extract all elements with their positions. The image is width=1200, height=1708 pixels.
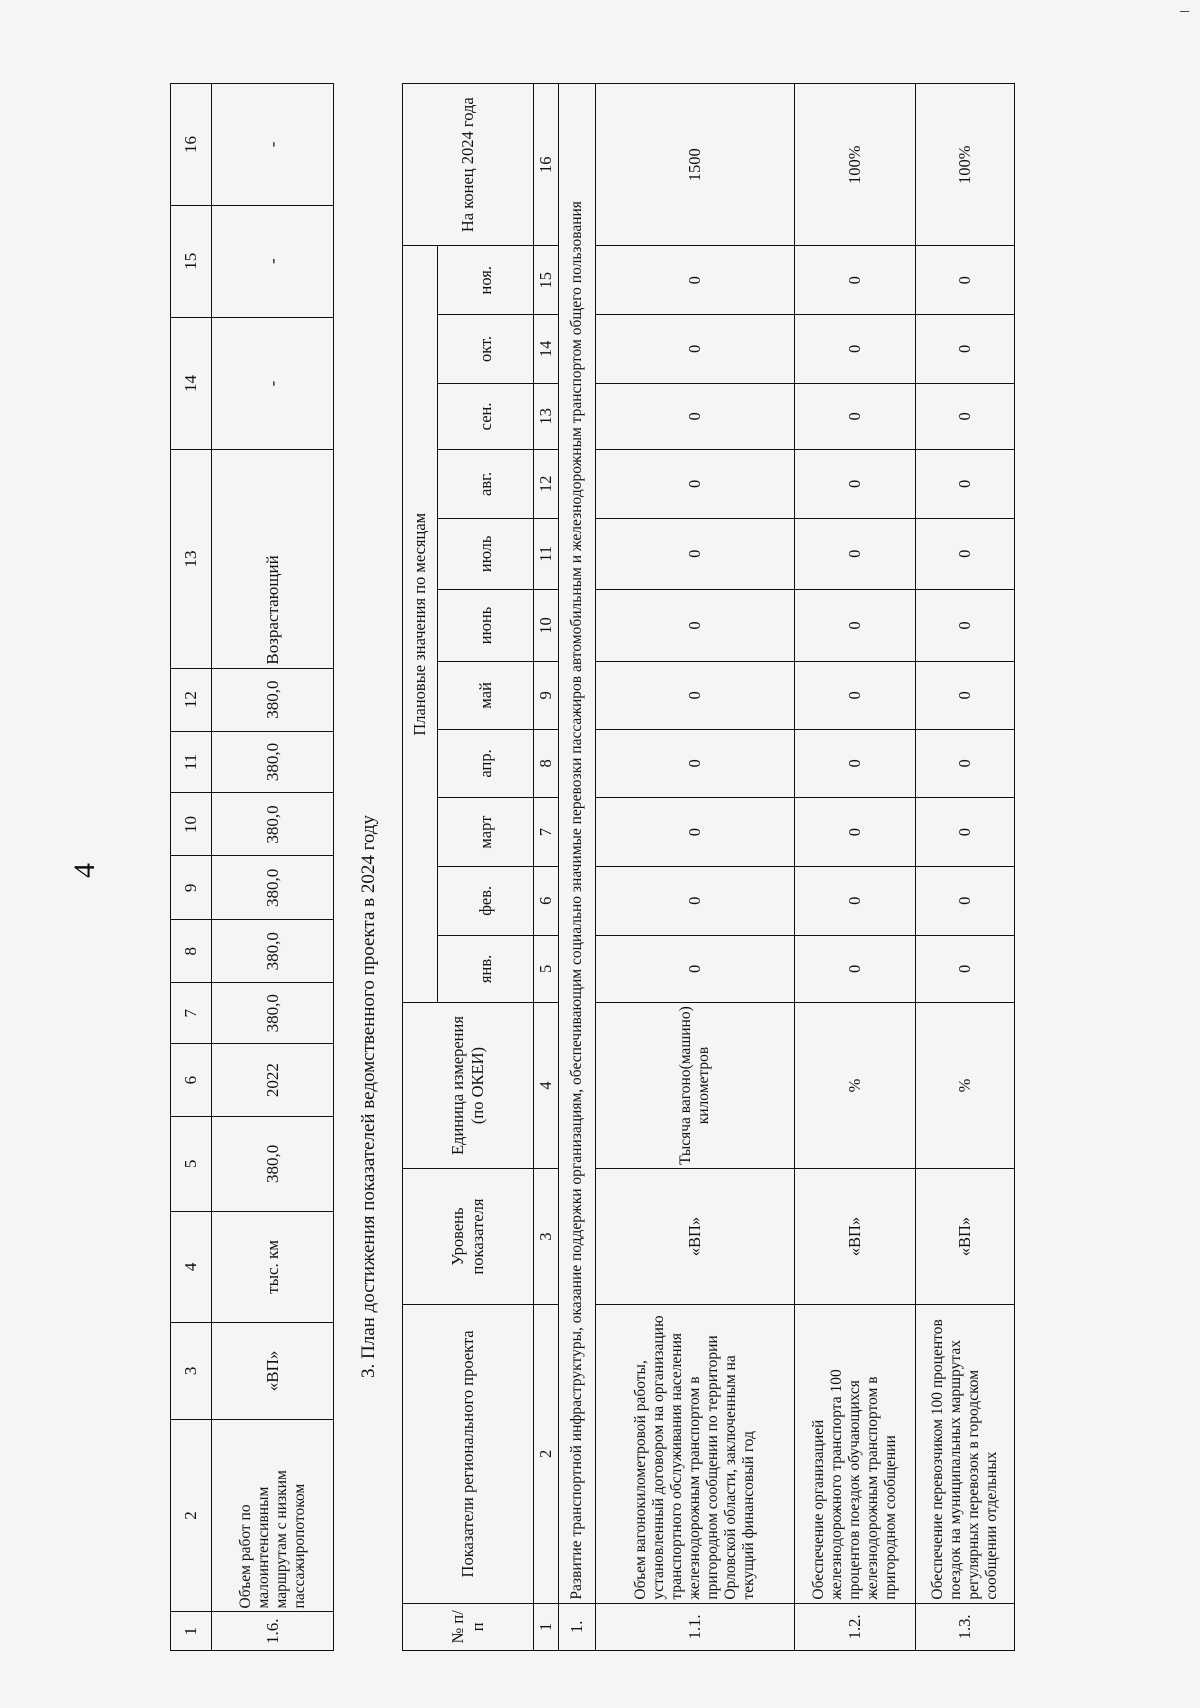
col-number: 2 (534, 1305, 559, 1603)
page-number: 4 (68, 863, 101, 878)
row-level: «ВП» (916, 1168, 1015, 1304)
header-month: апр. (438, 729, 534, 798)
row-month: 0 (795, 798, 916, 867)
header-monthly: Плановые значения по месяцам (403, 246, 438, 1003)
header-month: июнь (438, 589, 534, 661)
row-month: 0 (795, 662, 916, 730)
top-table-header-row (171, 84, 212, 1651)
scan-mark: – (1180, 0, 1189, 20)
row-month: 0 (916, 662, 1015, 730)
col-number: 3 (534, 1168, 559, 1304)
table3-title: 3. План достижения показателей ведомственного проекта в 2024 году (358, 814, 379, 1378)
cell-value: 380,0 (212, 793, 334, 856)
row-month: 0 (596, 729, 795, 798)
cell-value: Возрастающий (212, 450, 334, 668)
row-indicator: Обеспечение организацией железнодорожного транспорта 100 процентов поездок обучающихся железнодорожным транспортом в пригородном сообщении (795, 1305, 916, 1603)
row-month: 0 (795, 518, 916, 589)
row-year-end: 100% (795, 84, 916, 246)
row-month: 0 (596, 662, 795, 730)
row-indicator: Объем вагонокилометровой работы, установленный договором на организацию транспортного обслуживания населения железнодорожным транспортом в пригородном сообщении по территории Орловской области, заключенным на текущий финансовый год (596, 1305, 795, 1603)
row-month: 0 (795, 729, 916, 798)
cell-value: - (212, 84, 334, 206)
row-month: 0 (596, 935, 795, 1003)
header-month: сен. (438, 383, 534, 449)
col-number: 16 (534, 84, 559, 246)
section-row (559, 84, 596, 1651)
row-month: 0 (596, 798, 795, 867)
col-number: 4 (534, 1003, 559, 1169)
col-header: 5 (171, 1117, 212, 1211)
header-month: авг. (438, 450, 534, 519)
row-month: 0 (795, 866, 916, 935)
header-month: июль (438, 518, 534, 589)
table-row (916, 84, 1015, 1651)
row-month: 0 (795, 315, 916, 384)
col-number: 14 (534, 315, 559, 384)
col-number: 9 (534, 662, 559, 730)
row-month: 0 (916, 729, 1015, 798)
col-number: 10 (534, 589, 559, 661)
cell-value: - (212, 205, 334, 317)
row-month: 0 (795, 450, 916, 519)
row-month: 0 (596, 246, 795, 315)
header-row-1 (403, 84, 438, 1651)
row-month: 0 (795, 383, 916, 449)
col-header: 1 (171, 1612, 212, 1651)
col-header: 10 (171, 793, 212, 856)
cell-value: 380,0 (212, 856, 334, 920)
col-header: 4 (171, 1211, 212, 1323)
col-header: 6 (171, 1044, 212, 1117)
col-number: 13 (534, 383, 559, 449)
col-header: 15 (171, 205, 212, 317)
row-unit: % (795, 1003, 916, 1169)
header-month: фев. (438, 866, 534, 935)
row-month: 0 (916, 935, 1015, 1003)
table-row (212, 84, 334, 1651)
row-month: 0 (916, 246, 1015, 315)
header-month: окт. (438, 315, 534, 384)
row-month: 0 (596, 518, 795, 589)
row-level: «ВП» (795, 1168, 916, 1304)
row-month: 0 (596, 450, 795, 519)
cell-value: 380,0 (212, 983, 334, 1044)
cell-num: 1.6. (212, 1612, 334, 1651)
col-header: 7 (171, 983, 212, 1044)
col-header: 3 (171, 1323, 212, 1419)
cell-level: «ВП» (212, 1323, 334, 1419)
row-num: 1.1. (596, 1603, 795, 1650)
cell-value: 380,0 (212, 1117, 334, 1211)
section-num: 1. (559, 1603, 596, 1650)
col-number: 5 (534, 935, 559, 1003)
row-month: 0 (596, 866, 795, 935)
header-month: ноя. (438, 246, 534, 315)
col-header: 12 (171, 668, 212, 731)
cell-value: 380,0 (212, 731, 334, 793)
cell-unit: тыс. км (212, 1211, 334, 1323)
row-month: 0 (596, 315, 795, 384)
row-month: 0 (596, 589, 795, 661)
table-row (596, 84, 795, 1651)
col-header: 16 (171, 84, 212, 206)
row-month: 0 (916, 589, 1015, 661)
header-level: Уровень показателя (403, 1168, 534, 1304)
row-month: 0 (916, 866, 1015, 935)
row-unit: Тысяча вагоно(машино) километров (596, 1003, 795, 1169)
row-year-end: 100% (916, 84, 1015, 246)
cell-year: 2022 (212, 1044, 334, 1117)
row-num: 1.2. (795, 1603, 916, 1650)
header-month: янв. (438, 935, 534, 1003)
row-month: 0 (916, 518, 1015, 589)
col-number: 11 (534, 518, 559, 589)
top-table (170, 83, 334, 1651)
row-year-end: 1500 (596, 84, 795, 246)
section-title: Развитие транспортной инфраструктуры, оказание поддержки организациям, обеспечивающим социально значимые перевозки пассажиров автомобильным и железнодорожным транспортом общего пользования (559, 84, 596, 1604)
header-unit: Единица измерения (по ОКЕИ) (403, 1003, 534, 1169)
row-indicator: Обеспечение перевозчиком 100 процентов поездок на муниципальных маршрутах регулярных перевозок в городском сообщении отдельных (916, 1305, 1015, 1603)
col-header: 13 (171, 450, 212, 668)
row-month: 0 (916, 383, 1015, 449)
column-numbers-row (534, 84, 559, 1651)
col-header: 14 (171, 317, 212, 450)
cell-value: - (212, 317, 334, 450)
row-num: 1.3. (916, 1603, 1015, 1650)
row-month: 0 (795, 246, 916, 315)
header-indicator: Показатели регионального проекта (403, 1305, 534, 1603)
header-num: № п/п (403, 1603, 534, 1650)
header-month: май (438, 662, 534, 730)
header-month: март (438, 798, 534, 867)
row-month: 0 (916, 798, 1015, 867)
row-month: 0 (795, 935, 916, 1003)
col-header: 9 (171, 856, 212, 920)
cell-value: 380,0 (212, 920, 334, 983)
col-number: 7 (534, 798, 559, 867)
header-year-end: На конец 2024 года (403, 84, 534, 246)
col-header: 2 (171, 1419, 212, 1612)
row-level: «ВП» (596, 1168, 795, 1304)
col-header: 8 (171, 920, 212, 983)
row-month: 0 (916, 450, 1015, 519)
col-number: 1 (534, 1603, 559, 1650)
row-month: 0 (795, 589, 916, 661)
row-month: 0 (596, 383, 795, 449)
col-header: 11 (171, 731, 212, 793)
cell-value: 380,0 (212, 668, 334, 731)
table-row (795, 84, 916, 1651)
plan-table (402, 83, 1015, 1651)
row-unit: % (916, 1003, 1015, 1169)
col-number: 15 (534, 246, 559, 315)
col-number: 12 (534, 450, 559, 519)
col-number: 8 (534, 729, 559, 798)
row-month: 0 (916, 315, 1015, 384)
col-number: 6 (534, 866, 559, 935)
cell-indicator: Объем работ по малоинтенсивным маршрутам с низким пассажиропотоком (212, 1419, 334, 1612)
